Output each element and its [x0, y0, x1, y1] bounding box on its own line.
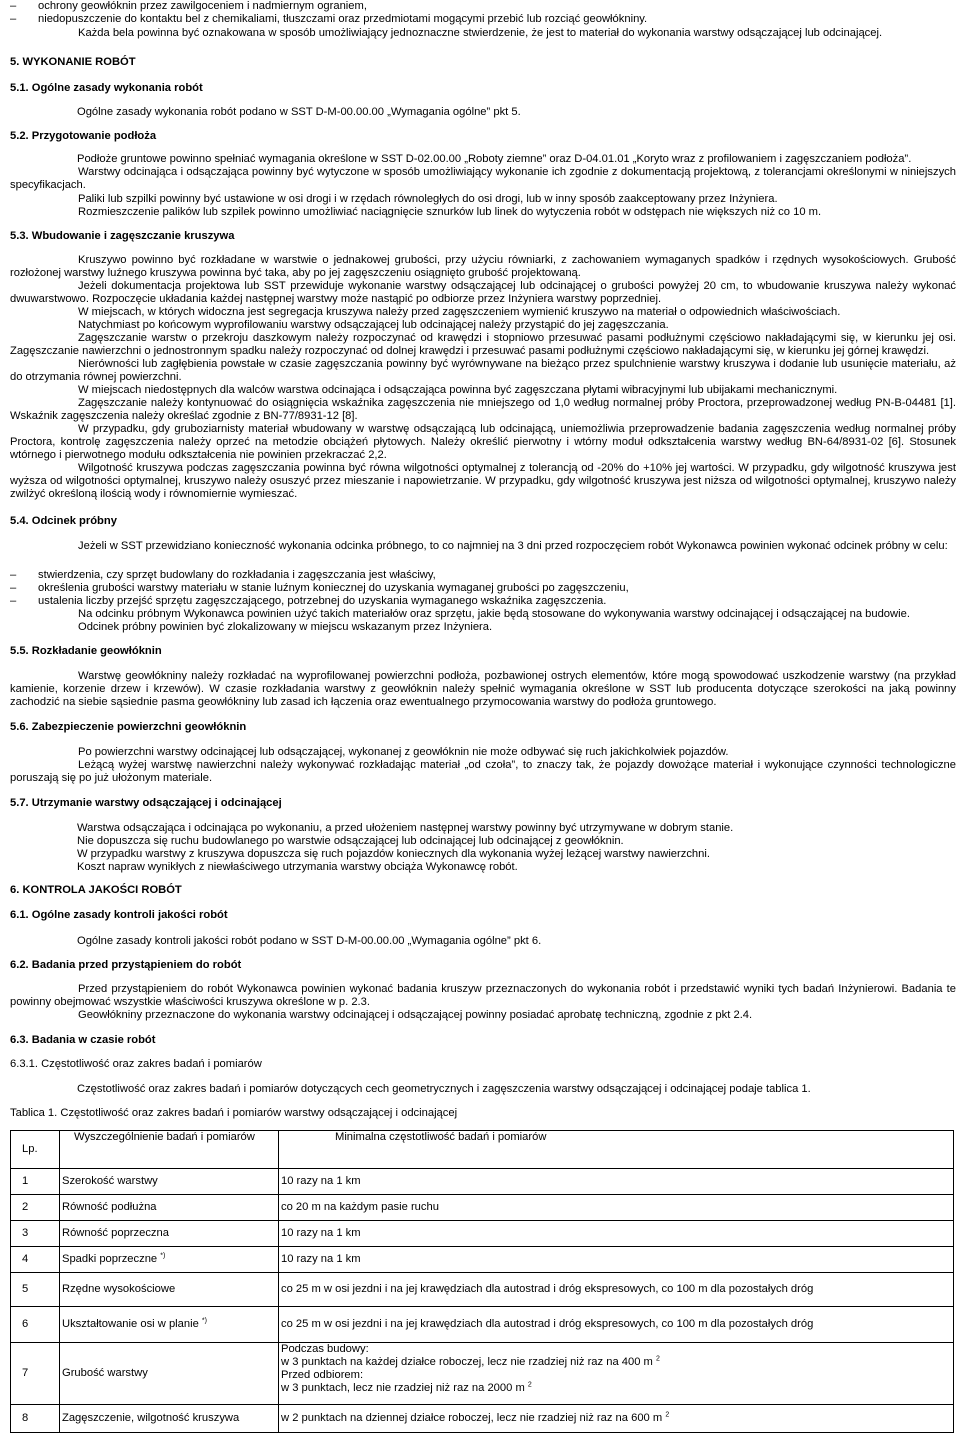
frequency-text: Przed odbiorem: [281, 1369, 364, 1381]
table-row [11, 1195, 954, 1221]
dash-list-item: – ochrony geowłóknin przez zawilgoceniem i nadmiernym ograniem, [10, 0, 960, 13]
paragraph: Przed przystąpieniem do robót Wykonawca powinien wykonać badania kruszyw przeznaczonych do wykonania robót i przedstawić wyniki tych badań Inżynierowi. Badania te powinny obejmować wszystkie właściwości kruszywa określone w p. 2.3. [10, 983, 956, 1008]
measurement-name [60, 1405, 279, 1433]
paragraph: Na odcinku próbnym Wykonawca powinien użyć takich materiałów oraz sprzętu, jakie będą stosowane do wykonywania warstwy odcinającej i odsączającej na budowie. [78, 608, 910, 620]
section-heading: 6.2. Badania przed przystąpieniem do robót [10, 959, 242, 971]
paragraph: W miejscach, w których widoczna jest segregacja kruszywa należy przed zagęszczeniem wymienić kruszywo na materiał o odpowiednich właściwościach. [78, 306, 841, 318]
table-row [11, 1247, 954, 1273]
frequency-text: w 3 punktach na każdej działce roboczej, lecz nie rzadziej niż raz na 400 m [281, 1356, 653, 1368]
paragraph: Warstwy odcinająca i odsączająca powinny być wytyczone w sposób umożliwiający wykonanie ich zgodnie z dokumentacją projektową, z tolerancjami określonymi w niniejszych specyfikacjach. [10, 166, 956, 191]
measurement-label: Równość poprzeczna [62, 1227, 169, 1239]
row-number: 3 [11, 1221, 60, 1247]
section-heading: 5.2. Przygotowanie podłoża [10, 130, 157, 142]
frequency-cell [279, 1273, 954, 1307]
paragraph: Wilgotność kruszywa podczas zagęszczania powinna być równa wilgotności optymalnej z tolerancją od -20% do +10% jej wartości. W przypadku, gdy wilgotność kruszywa jest wyższa od wilgotności optymalnej, kruszywo należy osuszyć przez mieszanie i napowietrzanie. W przypadku, gdy wilgotność kruszywa jest niższa od wilgotności optymalnej, kruszywo należy zwilżyć określoną ilością wody i równomiernie wymieszać. [10, 462, 956, 500]
frequency-text: co 25 m w osi jezdni i na jej krawędziach dla autostrad i dróg ekspresowych, co 100 m dla pozostałych dróg [281, 1318, 814, 1330]
measurement-label: Rzędne wysokościowe [62, 1283, 176, 1295]
frequency-text: w 3 punktach, lecz nie rzadziej niż raz na 2000 m [281, 1382, 525, 1394]
paragraph: W przypadku, gdy gruboziarnisty materiał wbudowany w warstwę odsączającą lub odcinającą, uniemożliwia przeprowadzenie badania zagęszczenia według normalnej próby Proctora, kontrolę zagęszczenia należy oprzeć na metodzie obciążeń płytowych. Należy określić pierwotny i wtórny moduł odkształcenia warstwy według BN-64/8931-02 [6]. Stosunek wtórnego i pierwotnego modułu odkształcenia nie powinien przekraczać 2,2. [10, 423, 956, 461]
frequency-text: w 2 punktach na dziennej działce roboczej, lecz nie rzadziej niż raz na 600 m [281, 1412, 663, 1424]
section-heading: 5.5. Rozkładanie geowłóknin [10, 645, 162, 657]
frequency-text: 10 razy na 1 km [281, 1253, 361, 1265]
paragraph: W miejscach niedostępnych dla walców warstwa odcinająca i odsączająca powinna być zagęszczana płytami wibracyjnymi lub ubijakami mechanicznymi. [78, 384, 838, 396]
section-heading: 5.7. Utrzymanie warstwy odsączającej i odcinającej [10, 797, 282, 809]
measurement-label: Szerokość warstwy [62, 1175, 158, 1187]
frequency-cell [279, 1343, 954, 1405]
paragraph: Zagęszczanie należy kontynuować do osiągnięcia wskaźnika zagęszczenia nie mniejszego od 1,0 według normalnej próby Proctora, przeprowadzonej według PN-B-04481 [1]. Wskaźnik zagęszczenia należy określać zgodnie z BN-77/8931-12 [8]. [10, 397, 956, 422]
paragraph: Ogólne zasady kontroli jakości robót podano w SST D-M-00.00.00 „Wymagania ogólne” pkt 6. [77, 935, 542, 947]
row-number: 4 [11, 1247, 60, 1273]
frequency-text: co 20 m na każdym pasie ruchu [281, 1201, 439, 1213]
paragraph: Leżącą wyżej warstwę nawierzchni należy wykonywać rozkładając materiał „od czoła”, to znaczy tak, że pojazdy dowożące materiał i wykonujące czynności technologiczne poruszają się po już ułożonym materiale. [10, 759, 956, 784]
paragraph: Paliki lub szpilki powinny być ustawione w osi drogi i w rzędach równoległych do osi drogi, lub w inny sposób zaakceptowany przez Inżyniera. [78, 193, 778, 205]
measurement-label: Równość podłużna [62, 1201, 157, 1213]
section-heading: 5.4. Odcinek próbny [10, 515, 117, 527]
frequency-line [281, 1369, 949, 1382]
frequency-table [10, 1130, 954, 1433]
frequency-text: co 25 m w osi jezdni i na jej krawędziach dla autostrad i dróg ekspresowych, co 100 m dla pozostałych dróg [281, 1283, 814, 1295]
paragraph: W przypadku warstwy z kruszywa dopuszcza się ruch pojazdów koniecznych dla wykonania wyżej leżącej warstwy nawierzchni. [77, 848, 710, 860]
measurement-name [60, 1195, 279, 1221]
frequency-text: Podczas budowy: [281, 1343, 369, 1355]
row-number: 7 [11, 1343, 60, 1405]
dash-list-item: – ustalenia liczby przejść sprzętu zagęszczającego, potrzebnej do uzyskania wymaganego wskaźnika zagęszczenia. [10, 595, 960, 608]
row-number: 1 [11, 1169, 60, 1195]
unit-exponent: 2 [665, 1411, 670, 1419]
paragraph: Jeżeli w SST przewidziano konieczność wykonania odcinka próbnego, to co najmniej na 3 dni przed rozpoczęciem robót Wykonawca powinien wykonać odcinek próbny w celu: [78, 540, 948, 552]
row-number: 5 [11, 1273, 60, 1307]
paragraph: Nierówności lub zagłębienia powstałe w czasie zagęszczania powinny być wyrównywane na bieżąco przez spulchnienie warstwy kruszywa i dodanie lub usunięcie materiału, aż do otrzymania równej powierzchni. [10, 358, 956, 383]
frequency-line [281, 1356, 949, 1369]
table-row [11, 1405, 954, 1433]
paragraph: Warstwa odsączająca i odcinająca po wykonaniu, a przed ułożeniem następnej warstwy powinny być utrzymywane w dobrym stanie. [77, 822, 734, 834]
dash-list-item: – określenia grubości warstwy materiału w stanie luźnym koniecznej do uzyskania wymaganej grubości po zagęszczeniu, [10, 582, 960, 595]
measurement-label: Ukształtowanie osi w planie [62, 1318, 199, 1330]
section-heading: 6.1. Ogólne zasady kontroli jakości robót [10, 909, 228, 921]
paragraph: Geowłókniny przeznaczone do wykonania warstwy odcinającej i odsączającej powinny posiadać aprobatę techniczną, zgodnie z pkt 2.4. [78, 1009, 753, 1021]
table-row [11, 1343, 954, 1405]
measurement-name [60, 1221, 279, 1247]
paragraph: Kruszywo powinno być rozkładane w warstwie o jednakowej grubości, przy użyciu równiarki, z zachowaniem wymaganych spadków i rzędnych wysokościowych. Grubość rozłożonej warstwy luźnego kruszywa powinna być taka, aby po jej zagęszczeniu osiągnięto grubość projektowaną. [10, 254, 956, 279]
frequency-cell [279, 1221, 954, 1247]
frequency-cell [279, 1195, 954, 1221]
paragraph: Ogólne zasady wykonania robót podano w SST D-M-00.00.00 „Wymagania ogólne” pkt 5. [77, 106, 521, 118]
unit-exponent: 2 [655, 1355, 660, 1363]
paragraph: Nie dopuszcza się ruchu budowlanego po warstwie odsączającej lub odcinającej lub odcinającej z geowłóknin. [77, 835, 624, 847]
table-row [11, 1221, 954, 1247]
section-heading: 5.3. Wbudowanie i zagęszczanie kruszywa [10, 230, 235, 242]
table-row [11, 1169, 954, 1195]
frequency-text: 10 razy na 1 km [281, 1227, 361, 1239]
table-caption: Tablica 1. Częstotliwość oraz zakres badań i pomiarów warstwy odsączającej i odcinającej [10, 1107, 458, 1119]
section-heading: 6.3.1. Częstotliwość oraz zakres badań i pomiarów [10, 1058, 262, 1070]
header-measurement: Wyszczególnienie badań i pomiarów [60, 1131, 279, 1169]
paragraph: Rozmieszczenie palików lub szpilek powinno umożliwiać naciągnięcie sznurków lub linek do wytyczenia robót w odstępach nie większych niż co 10 m. [78, 206, 822, 218]
paragraph: Podłoże gruntowe powinno spełniać wymagania określone w SST D-02.00.00 „Roboty ziemne” oraz D-04.01.01 „Koryto wraz z profilowaniem i zagęszczaniem podłoża”. [77, 153, 912, 165]
section-heading: 6.3. Badania w czasie robót [10, 1034, 156, 1046]
paragraph: Warstwę geowłókniny należy rozkładać na wyprofilowanej powierzchni podłoża, pozbawionej ostrych elementów, które mogą spowodować uszkodzenie warstwy (na przykład kamienie, korzenie drzew i krzewów). W czasie rozkładania warstwy z geowłóknin należy spełnić wymagania określone w SST lub producenta dotyczące szerokości na jaką powinny zachodzić na siebie sąsiednie pasma geowłókniny lub zasad ich łączenia oraz ewentualnego przymocowania warstwy do podłoża gruntowego. [10, 670, 956, 708]
dash-list-item: – stwierdzenia, czy sprzęt budowlany do rozkładania i zagęszczania jest właściwy, [10, 569, 960, 582]
paragraph: Koszt napraw wynikłych z niewłaściwego utrzymania warstwy obciąża Wykonawcę robót. [77, 861, 518, 873]
footnote-marker: *) [201, 1317, 207, 1325]
measurement-name [60, 1307, 279, 1343]
paragraph: Zagęszczanie warstw o przekroju daszkowym należy rozpoczynać od krawędzi i stopniowo przesuwać pasami podłużnymi częściowo nakładającymi się, w kierunku jej osi. Zagęszczanie nawierzchni o jednostronnym spadku należy rozpoczynać od dolnej krawędzi i przesuwać pasami podłużnymi częściowo nakładającymi się, w kierunku jej górnej krawędzi. [10, 332, 956, 357]
frequency-text: 10 razy na 1 km [281, 1175, 361, 1187]
measurement-label: Zagęszczenie, wilgotność kruszywa [62, 1412, 240, 1424]
measurement-label: Spadki poprzeczne [62, 1253, 158, 1265]
table-row [11, 1307, 954, 1343]
row-number: 8 [11, 1405, 60, 1433]
table-header-row [11, 1131, 954, 1169]
table-row [11, 1273, 954, 1307]
footnote-marker: *) [160, 1252, 166, 1260]
frequency-cell [279, 1307, 954, 1343]
row-number: 2 [11, 1195, 60, 1221]
frequency-line [281, 1382, 949, 1395]
header-frequency: Minimalna częstotliwość badań i pomiarów [279, 1131, 954, 1169]
measurement-name [60, 1273, 279, 1307]
frequency-cell [279, 1247, 954, 1273]
row-number: 6 [11, 1307, 60, 1343]
section-heading: 5. WYKONANIE ROBÓT [10, 56, 136, 68]
measurement-label: Grubość warstwy [62, 1367, 148, 1379]
frequency-cell [279, 1405, 954, 1433]
section-heading: 5.6. Zabezpieczenie powierzchni geowłóknin [10, 721, 247, 733]
paragraph: Odcinek próbny powinien być zlokalizowany w miejscu wskazanym przez Inżyniera. [78, 621, 493, 633]
unit-exponent: 2 [527, 1381, 532, 1389]
paragraph: Po powierzchni warstwy odcinającej lub odsączającej, wykonanej z geowłóknin nie może odbywać się ruch jakichkolwiek pojazdów. [78, 746, 729, 758]
frequency-cell [279, 1169, 954, 1195]
paragraph: Natychmiast po końcowym wyprofilowaniu warstwy odsączającej lub odcinającej należy przystąpić do jej zagęszczania. [78, 319, 669, 331]
frequency-line [281, 1343, 949, 1356]
measurement-name [60, 1169, 279, 1195]
paragraph: Każda bela powinna być oznakowana w sposób umożliwiający jednoznaczne stwierdzenie, że jest to materiał do wykonania warstwy odsączającej lub odcinającej. [78, 27, 883, 39]
paragraph: Częstotliwość oraz zakres badań i pomiarów dotyczących cech geometrycznych i zagęszczenia warstwy odsączającej i odcinającej podaje tablica 1. [77, 1083, 811, 1095]
dash-list-item: – niedopuszczenie do kontaktu bel z chemikaliami, tłuszczami oraz przedmiotami mogącymi przebić lub rozciąć geowłókniny. [10, 13, 960, 26]
section-heading: 6. KONTROLA JAKOŚCI ROBÓT [10, 884, 182, 896]
measurement-name [60, 1343, 279, 1405]
section-heading: 5.1. Ogólne zasady wykonania robót [10, 82, 203, 94]
header-lp: Lp. [11, 1131, 60, 1169]
measurement-name [60, 1247, 279, 1273]
paragraph: Jeżeli dokumentacja projektowa lub SST przewiduje wykonanie warstwy odsączającej lub odcinającej o grubości powyżej 20 cm, to wbudowanie kruszywa należy wykonać dwuwarstwowo. Rozpoczęcie układania każdej następnej warstwy może nastąpić po odbiorze przez Inżyniera warstwy poprzedniej. [10, 280, 956, 305]
